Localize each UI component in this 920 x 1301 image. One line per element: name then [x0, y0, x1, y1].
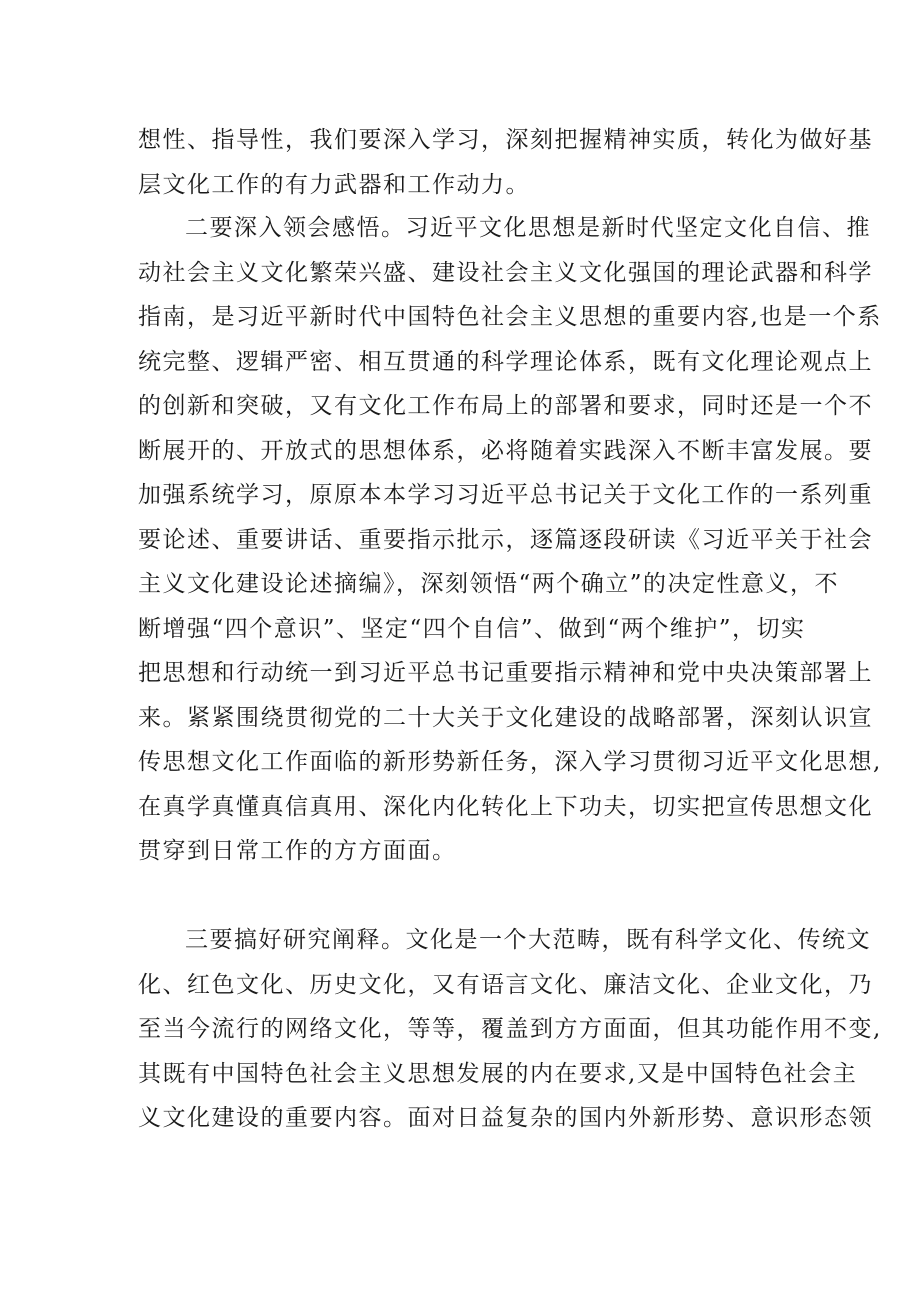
paragraph-3 [138, 918, 882, 1141]
paragraph-line: 断增强“四个意识”、坚定“四个自信”、做到“两个维护”，切实 [138, 615, 806, 642]
paragraph-line: 把思想和行动统一到习近平总书记重要指示精神和党中央决策部署上 [138, 660, 873, 686]
paragraph-line: 贯穿到日常工作的方方面面。 [138, 838, 457, 864]
paragraph-line: 其既有中国特色社会主义思想发展的内在要求,又是中国特色社会主 [138, 1060, 858, 1087]
paragraph-line: 的创新和突破，又有文化工作布局上的部署和要求，同时还是一个不 [138, 393, 873, 419]
paragraph-line: 义文化建设的重要内容。面对日益复杂的国内外新形势、意识形态领 [138, 1105, 873, 1131]
paragraph-line: 层文化工作的有力武器和工作动力。 [138, 171, 530, 198]
paragraph-line: 指南，是习近平新时代中国特色社会主义思想的重要内容,也是一个系 [138, 304, 882, 330]
paragraph-line: 统完整、逻辑严密、相互贯通的科学理论体系，既有文化理论观点上 [138, 348, 873, 375]
paragraph-2 [138, 206, 882, 874]
paragraph-line: 化、红色文化、历史文化，又有语言文化、廉洁文化、企业文化，乃 [138, 971, 873, 998]
paragraph-line: 来。紧紧围绕贯彻党的二十大关于文化建设的战略部署，深刻认识宣 [138, 704, 873, 731]
paragraph-line: 加强系统学习，原原本本学习习近平总书记关于文化工作的一系列重 [138, 482, 873, 508]
paragraph-line: 至当今流行的网络文化，等等，覆盖到方方面面，但其功能作用不变, [138, 1016, 882, 1042]
paragraph-line: 二要深入领会感悟。习近平文化思想是新时代坚定文化自信、推 [185, 215, 871, 241]
paragraph-line: 断展开的、开放式的思想体系，必将随着实践深入不断丰富发展。要 [138, 437, 873, 464]
paragraph-line: 动社会主义文化繁荣兴盛、建设社会主义文化强国的理论武器和科学 [138, 259, 873, 286]
paragraph-line: 传思想文化工作面临的新形势新任务，深入学习贯彻习近平文化思想, [138, 749, 882, 775]
paragraph-line: 要论述、重要讲话、重要指示批示，逐篇逐段研读《习近平关于社会 [138, 526, 873, 553]
paragraph-line: 在真学真懂真信真用、深化内化转化上下功夫，切实把宣传思想文化 [138, 793, 873, 820]
paragraph-line: 主义文化建设论述摘编》，深刻领悟“两个确立”的决定性意义，不 [138, 571, 840, 597]
paragraph-line: 三要搞好研究阐释。文化是一个大范畴，既有科学文化、传统文 [185, 927, 871, 953]
paragraph-line: 想性、指导性，我们要深入学习，深刻把握精神实质，转化为做好基 [138, 127, 873, 153]
paragraph-1 [138, 118, 873, 207]
